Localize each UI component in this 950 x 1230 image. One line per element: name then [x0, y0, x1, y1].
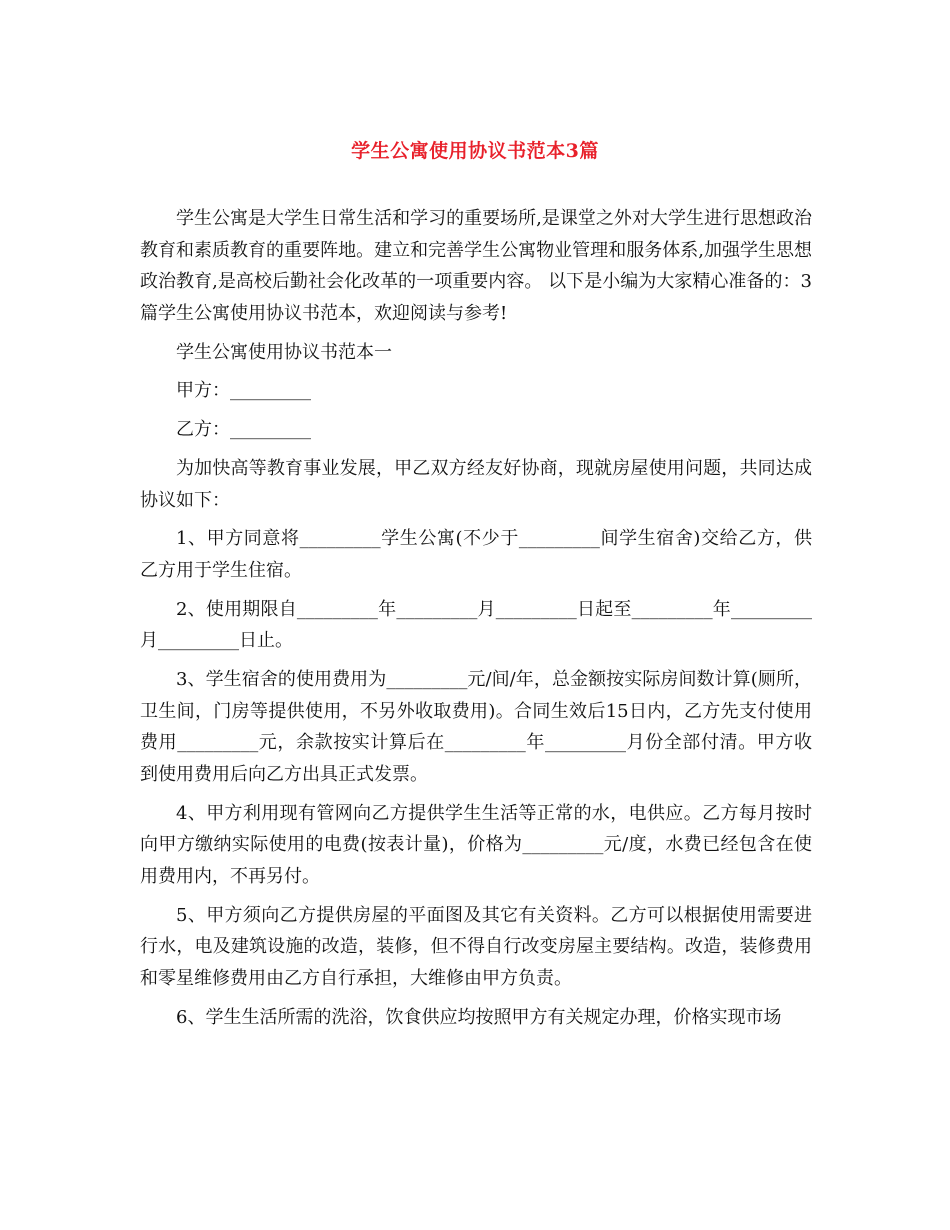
- party-b-line: 乙方：_________: [176, 419, 311, 441]
- agreement-preamble: 为加快高等教育事业发展，甲乙双方经友好协商，现就房屋使用问题，共同达成协议如下：: [140, 457, 812, 511]
- clause-5: 5、甲方须向乙方提供房屋的平面图及其它有关资料。乙方可以根据使用需要进行水，电及建筑设施的改造，装修，但不得自行改变房屋主要结构。改造，装修费用和零星维修费用由乙方自行承担，大维修由甲方负责。: [140, 904, 812, 989]
- clause-3: 3、学生宿舍的使用费用为_________元/间/年，总金额按实际房间数计算(厕所，卫生间，门房等提供使用，不另外收取费用)。合同生效后15日内，乙方先支付使用费用_________元，余款按实计算后在_________年_________月份全部付清。甲方收到使用费用后向乙方出具正式发票。: [140, 669, 812, 785]
- clause-4: 4、甲方利用现有管网向乙方提供学生生活等正常的水，电供应。乙方每月按时向甲方缴纳实际使用的电费(按表计量)，价格为_________元/度，水费已经包含在使用费用内，不再另付。: [140, 802, 812, 887]
- intro-paragraph: 学生公寓是大学生日常生活和学习的重要场所,是课堂之外对大学生进行思想政治教育和素质教育的重要阵地。建立和完善学生公寓物业管理和服务体系,加强学生思想政治教育,是高校后勤社会化改革的一项重要内容。 以下是小编为大家精心准备的：3篇学生公寓使用协议书范本，欢迎阅读与参考!: [140, 208, 812, 324]
- clause-6: 6、学生生活所需的洗浴，饮食供应均按照甲方有关规定办理，价格实现市场: [176, 1006, 782, 1028]
- party-a-line: 甲方：_________: [176, 380, 311, 402]
- document-title: 学生公寓使用协议书范本3篇: [351, 140, 599, 162]
- clause-2: 2、使用期限自_________年_________月_________日起至_________年_________月_________日止。: [140, 598, 812, 652]
- clause-1: 1、甲方同意将_________学生公寓(不少于_________间学生宿舍)交给乙方，供乙方用于学生住宿。: [140, 528, 812, 581]
- section-heading: 学生公寓使用协议书范本一: [176, 341, 392, 363]
- document-body: [140, 203, 812, 1033]
